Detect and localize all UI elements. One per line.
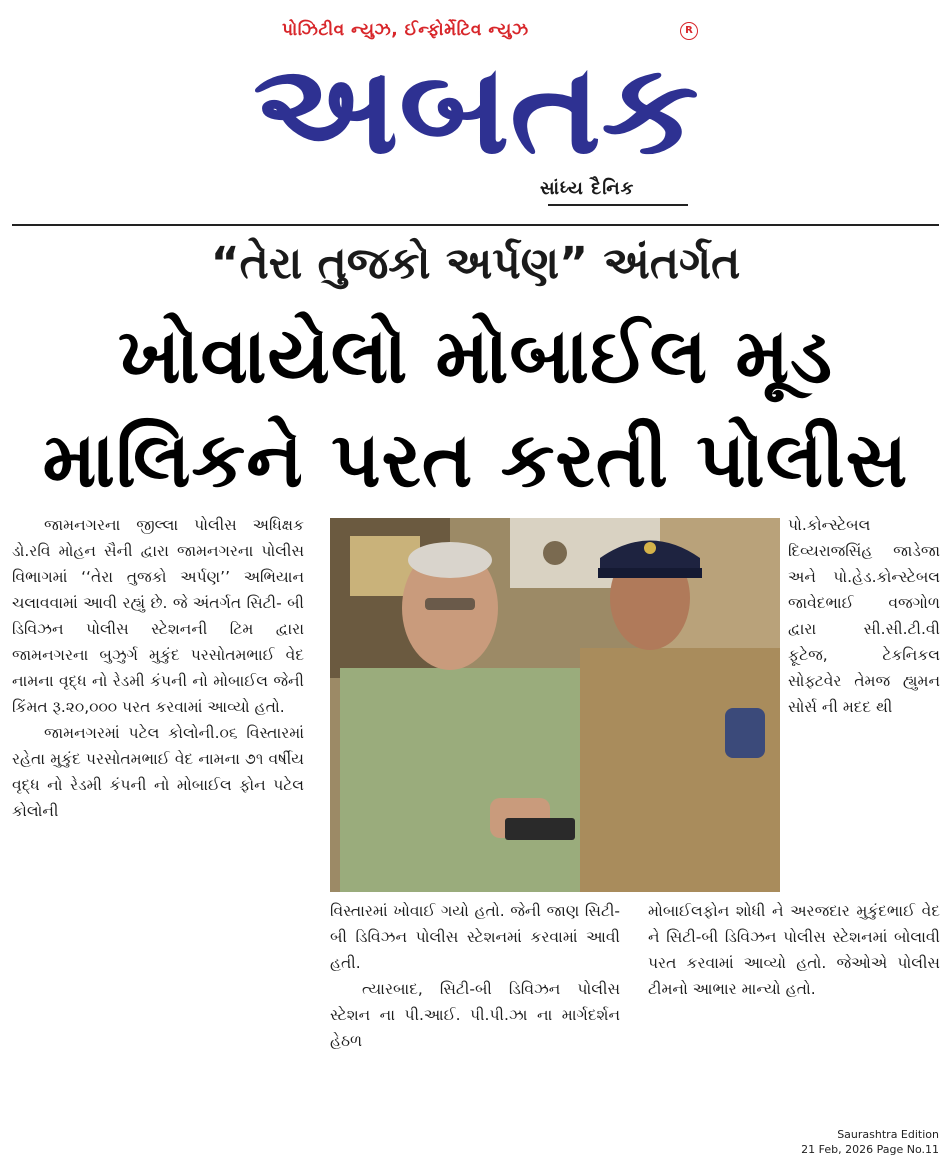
article-column-3 xyxy=(788,512,940,720)
headline-line-2: માલિકને પરત કરતી પોલીસ xyxy=(42,415,909,504)
logo-text: અબતક xyxy=(253,48,699,172)
article-paragraph: વિસ્તારમાં ખોવાઈ ગયો હતો. જેની જાણ સિટી-બી ડિવિઝન પોલીસ સ્ટેશનમાં કરવામાં આવી હતી. xyxy=(330,902,620,972)
article-paragraph: મોબાઈલફોન શોધી ને અરજદાર મુકુંદભાઈ વેદ ને સિટી-બી ડિવિઝન પોલીસ સ્ટેશનમાં બોલાવી પરત કરવામાં આવ્યો હતો. જેઓએ પોલીસ ટીમનો આભાર માન્યો હતો. xyxy=(648,902,940,998)
article-column-3-continued xyxy=(648,898,940,1002)
newspaper-logo xyxy=(250,48,702,172)
edition-date-page: 21 Feb, 2026 Page No.11 xyxy=(801,1143,939,1156)
masthead-divider xyxy=(12,224,939,226)
masthead xyxy=(0,0,951,228)
article-column-2 xyxy=(330,898,620,1054)
article-paragraph: ત્યારબાદ, સિટી-બી ડિવિઝન પોલીસ સ્ટેશન ના પી.આઈ. પી.પી.ઝા ના માર્ગદર્શન હેઠળ xyxy=(330,980,620,1050)
news-photo xyxy=(330,518,780,892)
article-paragraph: જામનગરના જીલ્લા પોલીસ અધિક્ષક ડો.રવિ મોહન સૈની દ્વારા જામનગરના પોલીસ વિભાગમાં ‘‘તેરા તુજકો અર્પણ’’ અભિયાન ચલાવવામાં આવી રહ્યું છે. જે અંતર્ગત સિટી- બી ડિવિઝન પોલીસ સ્ટેશનની ટિમ દ્વારા જામનગરના બુઝુર્ગ મુકુંદ પરસોતમભાઈ વેદ નામના વૃદ્ધ નો રેડમી કંપની નો મોબાઈલ જેની કિંમત રૂ.૨૦,૦૦૦ પરત કરવામાં આવ્યો હતો. xyxy=(12,516,304,716)
registered-mark: R xyxy=(680,22,698,40)
edition-name: Saurashtra Edition xyxy=(837,1128,939,1141)
masthead-tagline: પોઝિટીવ ન્યુઝ, ઈન્ફોર્મેટિવ ન્યુઝ xyxy=(282,20,529,40)
article-paragraph: પો.કોન્સ્ટેબલ દિવ્યરાજસિંહ જાડેજા અને પો.હેડ.કોન્સ્ટેબલ જાવેદભાઈ વજગોળ દ્વારા સી.સી.ટી.વી ફૂટેજ, ટેકનિકલ સોફ્ટવેર તેમજ હ્યુમન સોર્સ ની મદદ થી xyxy=(788,516,940,716)
subbrand-underline xyxy=(548,204,688,206)
article-column-1 xyxy=(12,512,304,824)
headline-line-1: ખોવાયેલો મોબાઈલ મૂડ xyxy=(118,311,833,400)
masthead-subbrand: સાંધ્ય દૈનિક xyxy=(540,178,635,199)
edition-info xyxy=(801,1127,939,1157)
headline-kicker: “તેરા તુજકો અર્પણ” અંતર્ગત xyxy=(210,238,741,289)
article-paragraph: જામનગરમાં પટેલ કોલોની.૦૬ વિસ્તારમાં રહેતા મુકુંદ પરસોતમભાઈ વેદ નામના ૭૧ વર્ષીય વૃદ્ધ નો રેડમી કંપની નો મોબાઈલ ફોન પટેલ કોલોની xyxy=(12,724,304,820)
